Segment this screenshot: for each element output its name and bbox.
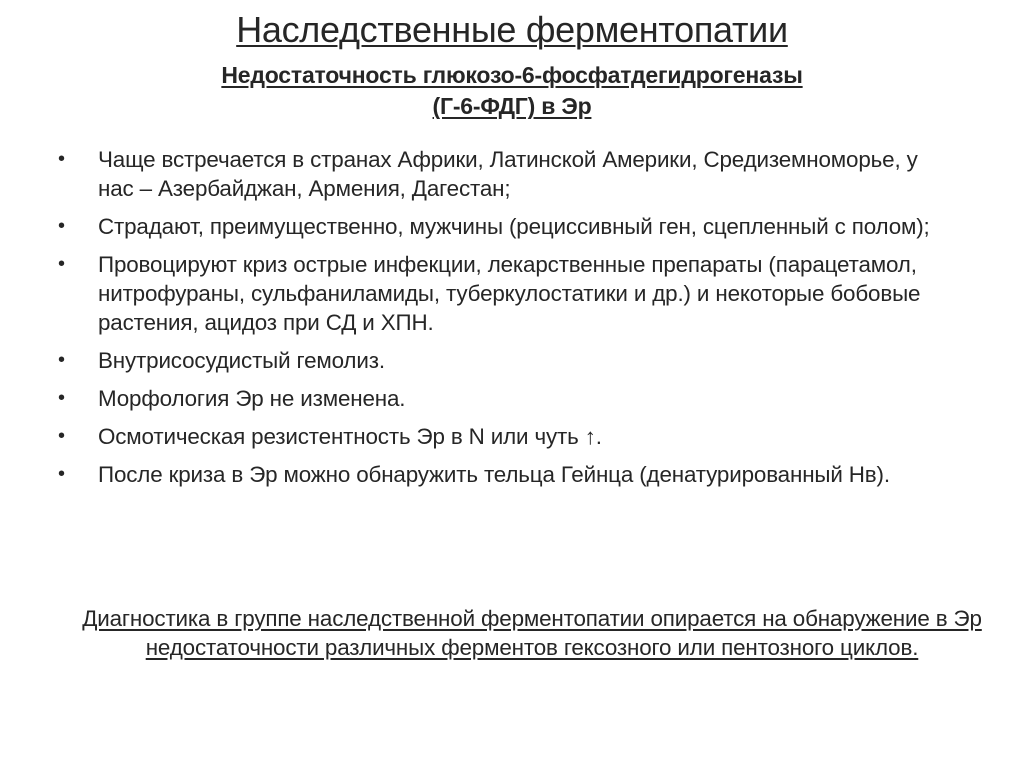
bullet-marker: •	[58, 253, 65, 275]
bullet-text: Осмотическая резистентность Эр в N или чуть ↑.	[98, 424, 602, 449]
bullet-item	[58, 422, 958, 451]
bullet-marker: •	[58, 387, 65, 409]
bullet-item	[58, 145, 958, 203]
slide-title: Наследственные ферментопатии	[236, 9, 788, 50]
bullet-marker: •	[58, 463, 65, 485]
bullet-marker: •	[58, 148, 65, 170]
bullet-text: Внутрисосудистый гемолиз.	[98, 348, 385, 373]
bullet-item	[58, 460, 958, 489]
bullet-text: Провоцируют криз острые инфекции, лекарственные препараты (парацетамол, нитрофураны, сульфаниламиды, туберкулостатики и др.) и некоторые бобовые растения, ацидоз при СД и ХПН.	[98, 252, 921, 335]
bullet-text: Страдают, преимущественно, мужчины (рециссивный ген, сцепленный с полом);	[98, 214, 930, 239]
subtitle-line-1: Недостаточность глюкозо-6-фосфатдегидрогеназы	[221, 62, 803, 88]
title-block	[60, 6, 964, 122]
bullet-item	[58, 346, 958, 375]
bullet-text: После криза в Эр можно обнаружить тельца Гейнца (денатурированный Нв).	[98, 462, 890, 487]
bullet-text: Морфология Эр не изменена.	[98, 386, 406, 411]
bullet-marker: •	[58, 215, 65, 237]
bullet-list	[58, 145, 958, 498]
bullet-item	[58, 250, 958, 337]
bullet-marker: •	[58, 349, 65, 371]
bullet-item	[58, 212, 958, 241]
bullet-text: Чаще встречается в странах Африки, Латинской Америки, Средиземноморье, у нас – Азербайджан, Армения, Дагестан;	[98, 147, 918, 201]
subtitle-line-2: (Г-6-ФДГ) в Эр	[432, 93, 592, 119]
bullet-marker: •	[58, 425, 65, 447]
slide-subtitle	[60, 60, 964, 122]
conclusion-text: Диагностика в группе наследственной ферментопатии опирается на обнаружение в Эр недостаточности различных ферментов гексозного или пентозного циклов.	[82, 606, 982, 660]
bullet-item	[58, 384, 958, 413]
